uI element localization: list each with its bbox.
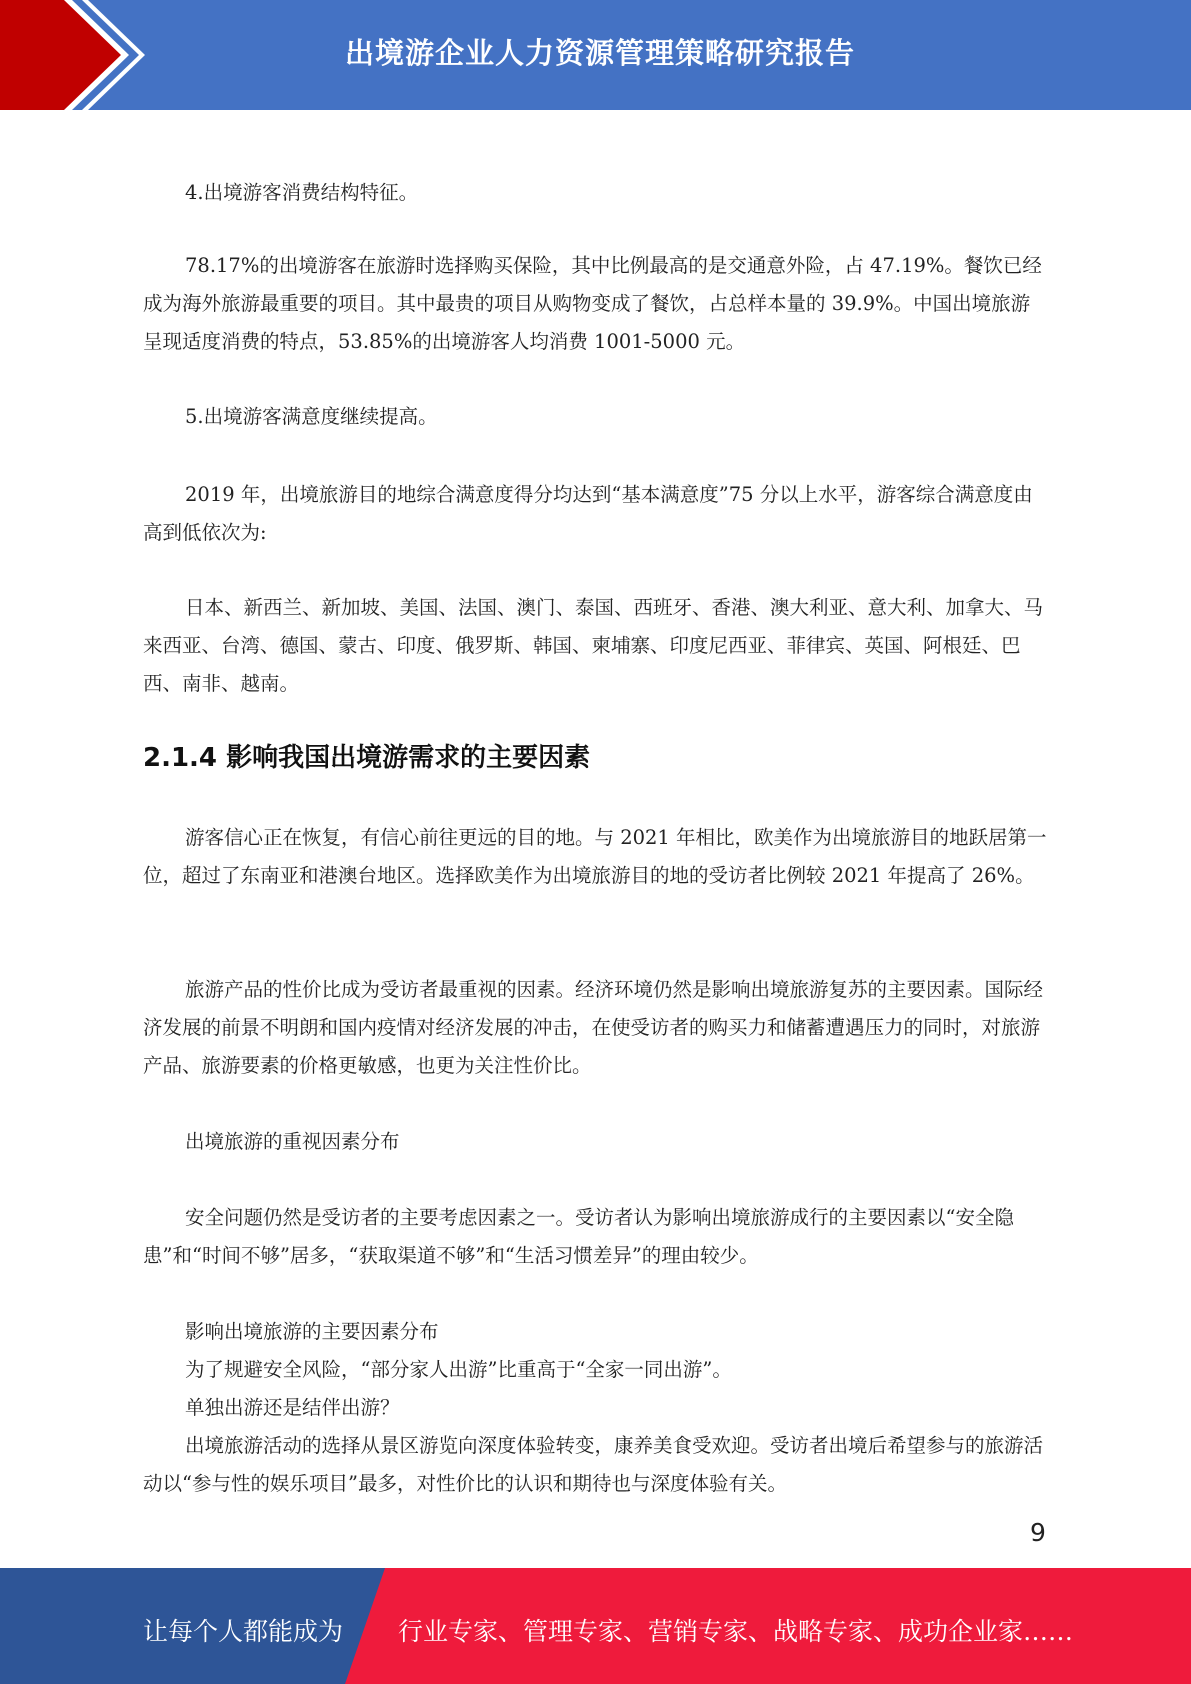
footer-slogan-left: 让每个人都能成为 [143,1617,344,1646]
item5-body: 2019 年，出境旅游目的地综合满意度得分均达到“基本满意度”75 分以上水平，游客综合满意度由高到低依次为: [143,483,1033,544]
page-footer [0,1568,1191,1684]
line-family-travel: 为了规避安全风险，“部分家人出游”比重高于“全家一同出游”。 [185,1358,732,1381]
caption-main-factors: 影响出境旅游的主要因素分布 [185,1320,439,1343]
item5-title: 5.出境游客满意度继续提高。 [185,405,438,428]
countries-list: 日本、新西兰、新加坡、美国、法国、澳门、泰国、西班牙、香港、澳大利亚、意大利、加拿大、马来西亚、台湾、德国、蒙古、印度、俄罗斯、韩国、柬埔寨、印度尼西亚、菲律宾、英国、阿根廷、巴西、南非、越南。 [143,596,1044,695]
paragraph-activities: 出境旅游活动的选择从景区游览向深度体验转变，康养美食受欢迎。受访者出境后希望参与的旅游活动以“参与性的娱乐项目”最多，对性价比的认识和期待也与深度体验有关。 [143,1434,1044,1495]
paragraph-confidence: 游客信心正在恢复，有信心前往更远的目的地。与 2021 年相比，欧美作为出境旅游目的地跃居第一位，超过了东南亚和港澳台地区。选择欧美作为出境旅游目的地的受访者比例较 2021 年提高了 26%。 [143,826,1047,887]
item4-body: 78.17%的出境游客在旅游时选择购买保险，其中比例最高的是交通意外险，占 47.19%。餐饮已经成为海外旅游最重要的项目。其中最贵的项目从购物变成了餐饮，占总样本量的 39.9%。中国出境旅游呈现适度消费的特点，53.85%的出境游客人均消费 1001-5000 元。 [143,254,1042,353]
line-solo-or-group: 单独出游还是结伴出游？ [185,1396,400,1419]
page-number: 9 [1030,1518,1046,1547]
caption-factors-distribution: 出境旅游的重视因素分布 [185,1130,400,1153]
page-header [0,0,1191,110]
section-heading: 2.1.4 影响我国出境游需求的主要因素 [143,743,591,773]
footer-slogan-right: 行业专家、管理专家、营销专家、战略专家、成功企业家…… [398,1617,1074,1646]
header-red-arrow-decoration [0,0,145,110]
header-title: 出境游企业人力资源管理策略研究报告 [345,36,856,70]
paragraph-safety: 安全问题仍然是受访者的主要考虑因素之一。受访者认为影响出境旅游成行的主要因素以“安全隐患”和“时间不够”居多，“获取渠道不够”和“生活习惯差异”的理由较少。 [143,1206,1014,1267]
item4-title: 4.出境游客消费结构特征。 [185,181,419,204]
paragraph-value: 旅游产品的性价比成为受访者最重视的因素。经济环境仍然是影响出境旅游复苏的主要因素。国际经济发展的前景不明朗和国内疫情对经济发展的冲击，在使受访者的购买力和储蓄遭遇压力的同时，对旅游产品、旅游要素的价格更敏感，也更为关注性价比。 [143,978,1044,1077]
